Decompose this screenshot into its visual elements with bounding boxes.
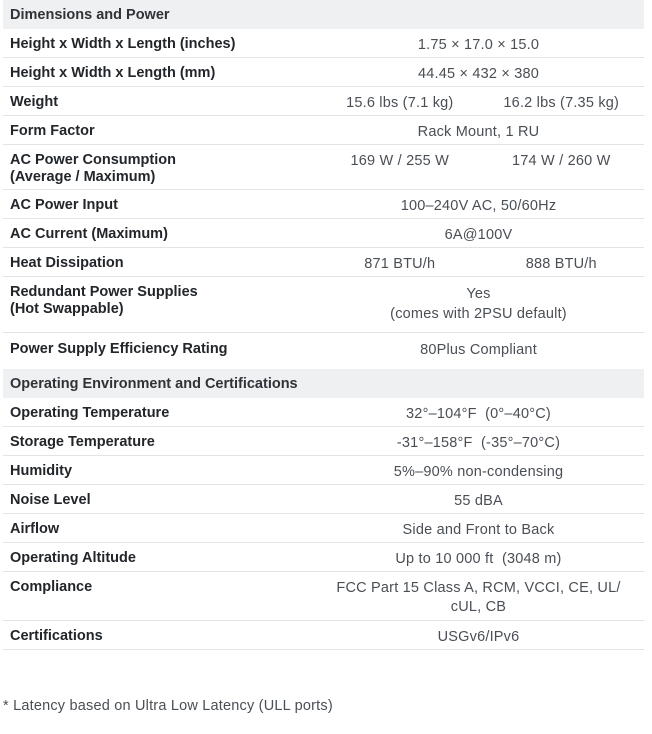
spec-value: 5%–90% non-condensing — [393, 464, 564, 480]
spec-table — [3, 0, 644, 650]
spec-row-ac-power-input — [3, 190, 644, 219]
spec-row-operating-altitude — [3, 543, 644, 572]
spec-row-weight — [3, 87, 644, 116]
spec-label: Height x Width x Length (mm) — [10, 65, 216, 81]
spec-label: Power Supply Efficiency Rating — [10, 341, 228, 357]
spec-value: Up to 10 000 ft (3048 m) — [395, 551, 562, 567]
spec-value: 1.75 × 17.0 × 15.0 — [417, 37, 540, 53]
spec-row-airflow — [3, 514, 644, 543]
section-header-dimensions-power: Dimensions and Power — [3, 0, 644, 29]
spec-label: Heat Dissipation — [10, 255, 124, 271]
spec-label: Noise Level — [10, 492, 91, 508]
footnote: * Latency based on Ultra Low Latency (ULL ports) — [3, 698, 333, 714]
spec-label: Operating Temperature — [10, 405, 170, 421]
spec-row-psu-efficiency — [3, 333, 644, 369]
spec-value: 100–240V AC, 50/60Hz — [400, 198, 557, 214]
spec-value: FCC Part 15 Class A, RCM, VCCI, CE, UL/ cUL, CB — [336, 580, 621, 615]
spec-row-operating-temperature — [3, 398, 644, 427]
spec-value: 55 dBA — [454, 493, 503, 509]
spec-value: 44.45 × 432 × 380 — [417, 66, 540, 82]
spec-label: AC Power Consumption (Average / Maximum) — [10, 152, 176, 185]
spec-label: AC Power Input — [10, 197, 118, 213]
spec-value-model-a: 871 BTU/h — [364, 256, 436, 272]
spec-label: Form Factor — [10, 123, 95, 139]
spec-label: Storage Temperature — [10, 434, 155, 450]
spec-row-storage-temperature — [3, 427, 644, 456]
spec-value-pair — [313, 87, 644, 115]
spec-label: Operating Altitude — [10, 550, 136, 566]
spec-value-model-b: 16.2 lbs (7.35 kg) — [503, 95, 620, 111]
spec-row-ac-current — [3, 219, 644, 248]
spec-value: Yes (comes with 2PSU default) — [390, 286, 567, 322]
spec-value-model-a: 169 W / 255 W — [350, 153, 449, 169]
spec-value-pair — [313, 248, 644, 276]
spec-label: Height x Width x Length (inches) — [10, 36, 236, 52]
spec-row-humidity — [3, 456, 644, 485]
spec-label: Humidity — [10, 463, 73, 479]
spec-row-dimensions-mm — [3, 58, 644, 87]
spec-value: 6A@100V — [444, 227, 513, 243]
spec-row-noise-level — [3, 485, 644, 514]
spec-label: Airflow — [10, 521, 60, 537]
spec-row-form-factor — [3, 116, 644, 145]
spec-value: 80Plus Compliant — [420, 342, 537, 358]
spec-label: Certifications — [10, 628, 103, 644]
spec-row-ac-power-consumption — [3, 145, 644, 190]
spec-label: Redundant Power Supplies (Hot Swappable) — [10, 284, 198, 317]
spec-value: Side and Front to Back — [402, 522, 555, 538]
spec-value: Rack Mount, 1 RU — [417, 124, 540, 140]
spec-label: AC Current (Maximum) — [10, 226, 168, 242]
spec-label: Compliance — [10, 579, 93, 595]
spec-value-model-b: 888 BTU/h — [525, 256, 597, 272]
spec-value-model-b: 174 W / 260 W — [512, 153, 611, 169]
spec-label: Weight — [10, 94, 59, 110]
spec-value-pair — [313, 145, 644, 189]
spec-value: 32°–104°F (0°–40°C) — [406, 406, 551, 422]
spec-row-heat-dissipation — [3, 248, 644, 277]
spec-row-certifications — [3, 621, 644, 650]
spec-value: USGv6/IPv6 — [437, 629, 520, 645]
spec-value-model-a: 15.6 lbs (7.1 kg) — [346, 95, 454, 111]
spec-row-compliance — [3, 572, 644, 621]
section-header-operating-environment: Operating Environment and Certifications — [3, 369, 644, 398]
spec-row-dimensions-inches — [3, 29, 644, 58]
spec-row-redundant-power — [3, 277, 644, 333]
spec-value: -31°–158°F (-35°–70°C) — [396, 435, 561, 451]
